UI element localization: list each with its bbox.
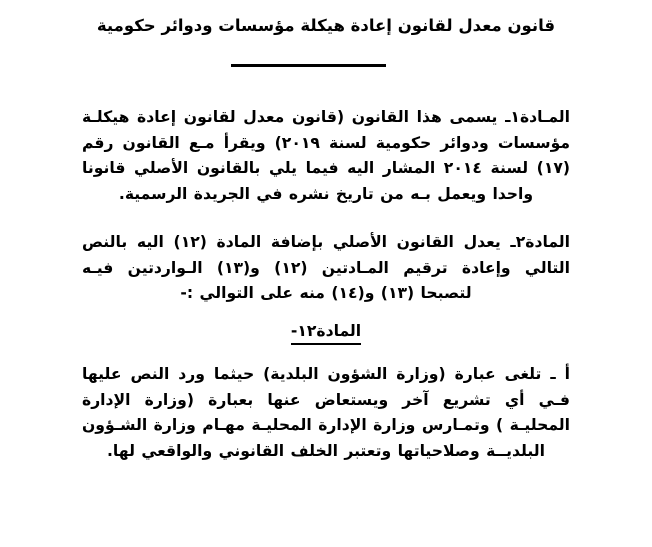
- clause-a-paragraph: أ ـ تلغى عبارة (وزارة الشؤون البلدية) حيثما ورد النص عليها فـي أي تشريع آخر ويستعاض عنها بعبارة (وزارة الإدارة المحليـة ) وتمـارس وزارة الإدارة المحليـة مهـام وزارة الشـؤون البلديــة وصلاحياتها وتعتبر الخلف القانوني والواقعي لها.: [82, 365, 570, 460]
- article-2-paragraph: المادة٢ـ يعدل القانون الأصلي بإضافة المادة (١٢) اليه بالنص التالي وإعادة ترقيم المـادتين (١٢) و(١٣) الـواردتين فيـه لتصبحا (١٣) و(١٤) منه على التوالي :-: [82, 233, 570, 302]
- article-12-heading-container: [0, 320, 652, 345]
- article-1-paragraph: المـادة١ـ يسمى هذا القانون (قانون معدل لقانون إعادة هيكلـة مؤسسات ودوائر حكومية لسنة ٢٠١٩) ويقرأ مـع القانون رقم (١٧) لسنة ٢٠١٤ المشار اليه فيما يلي بالقانون الأصلي قانونا واحدا ويعمل بـه من تاريخ نشره في الجريدة الرسمية.: [82, 108, 570, 203]
- article-12-heading: المادة١٢-: [291, 320, 361, 345]
- horizontal-rule-divider: [231, 64, 386, 67]
- document-title: قانون معدل لقانون إعادة هيكلة مؤسسات ودوائر حكومية: [96, 16, 556, 35]
